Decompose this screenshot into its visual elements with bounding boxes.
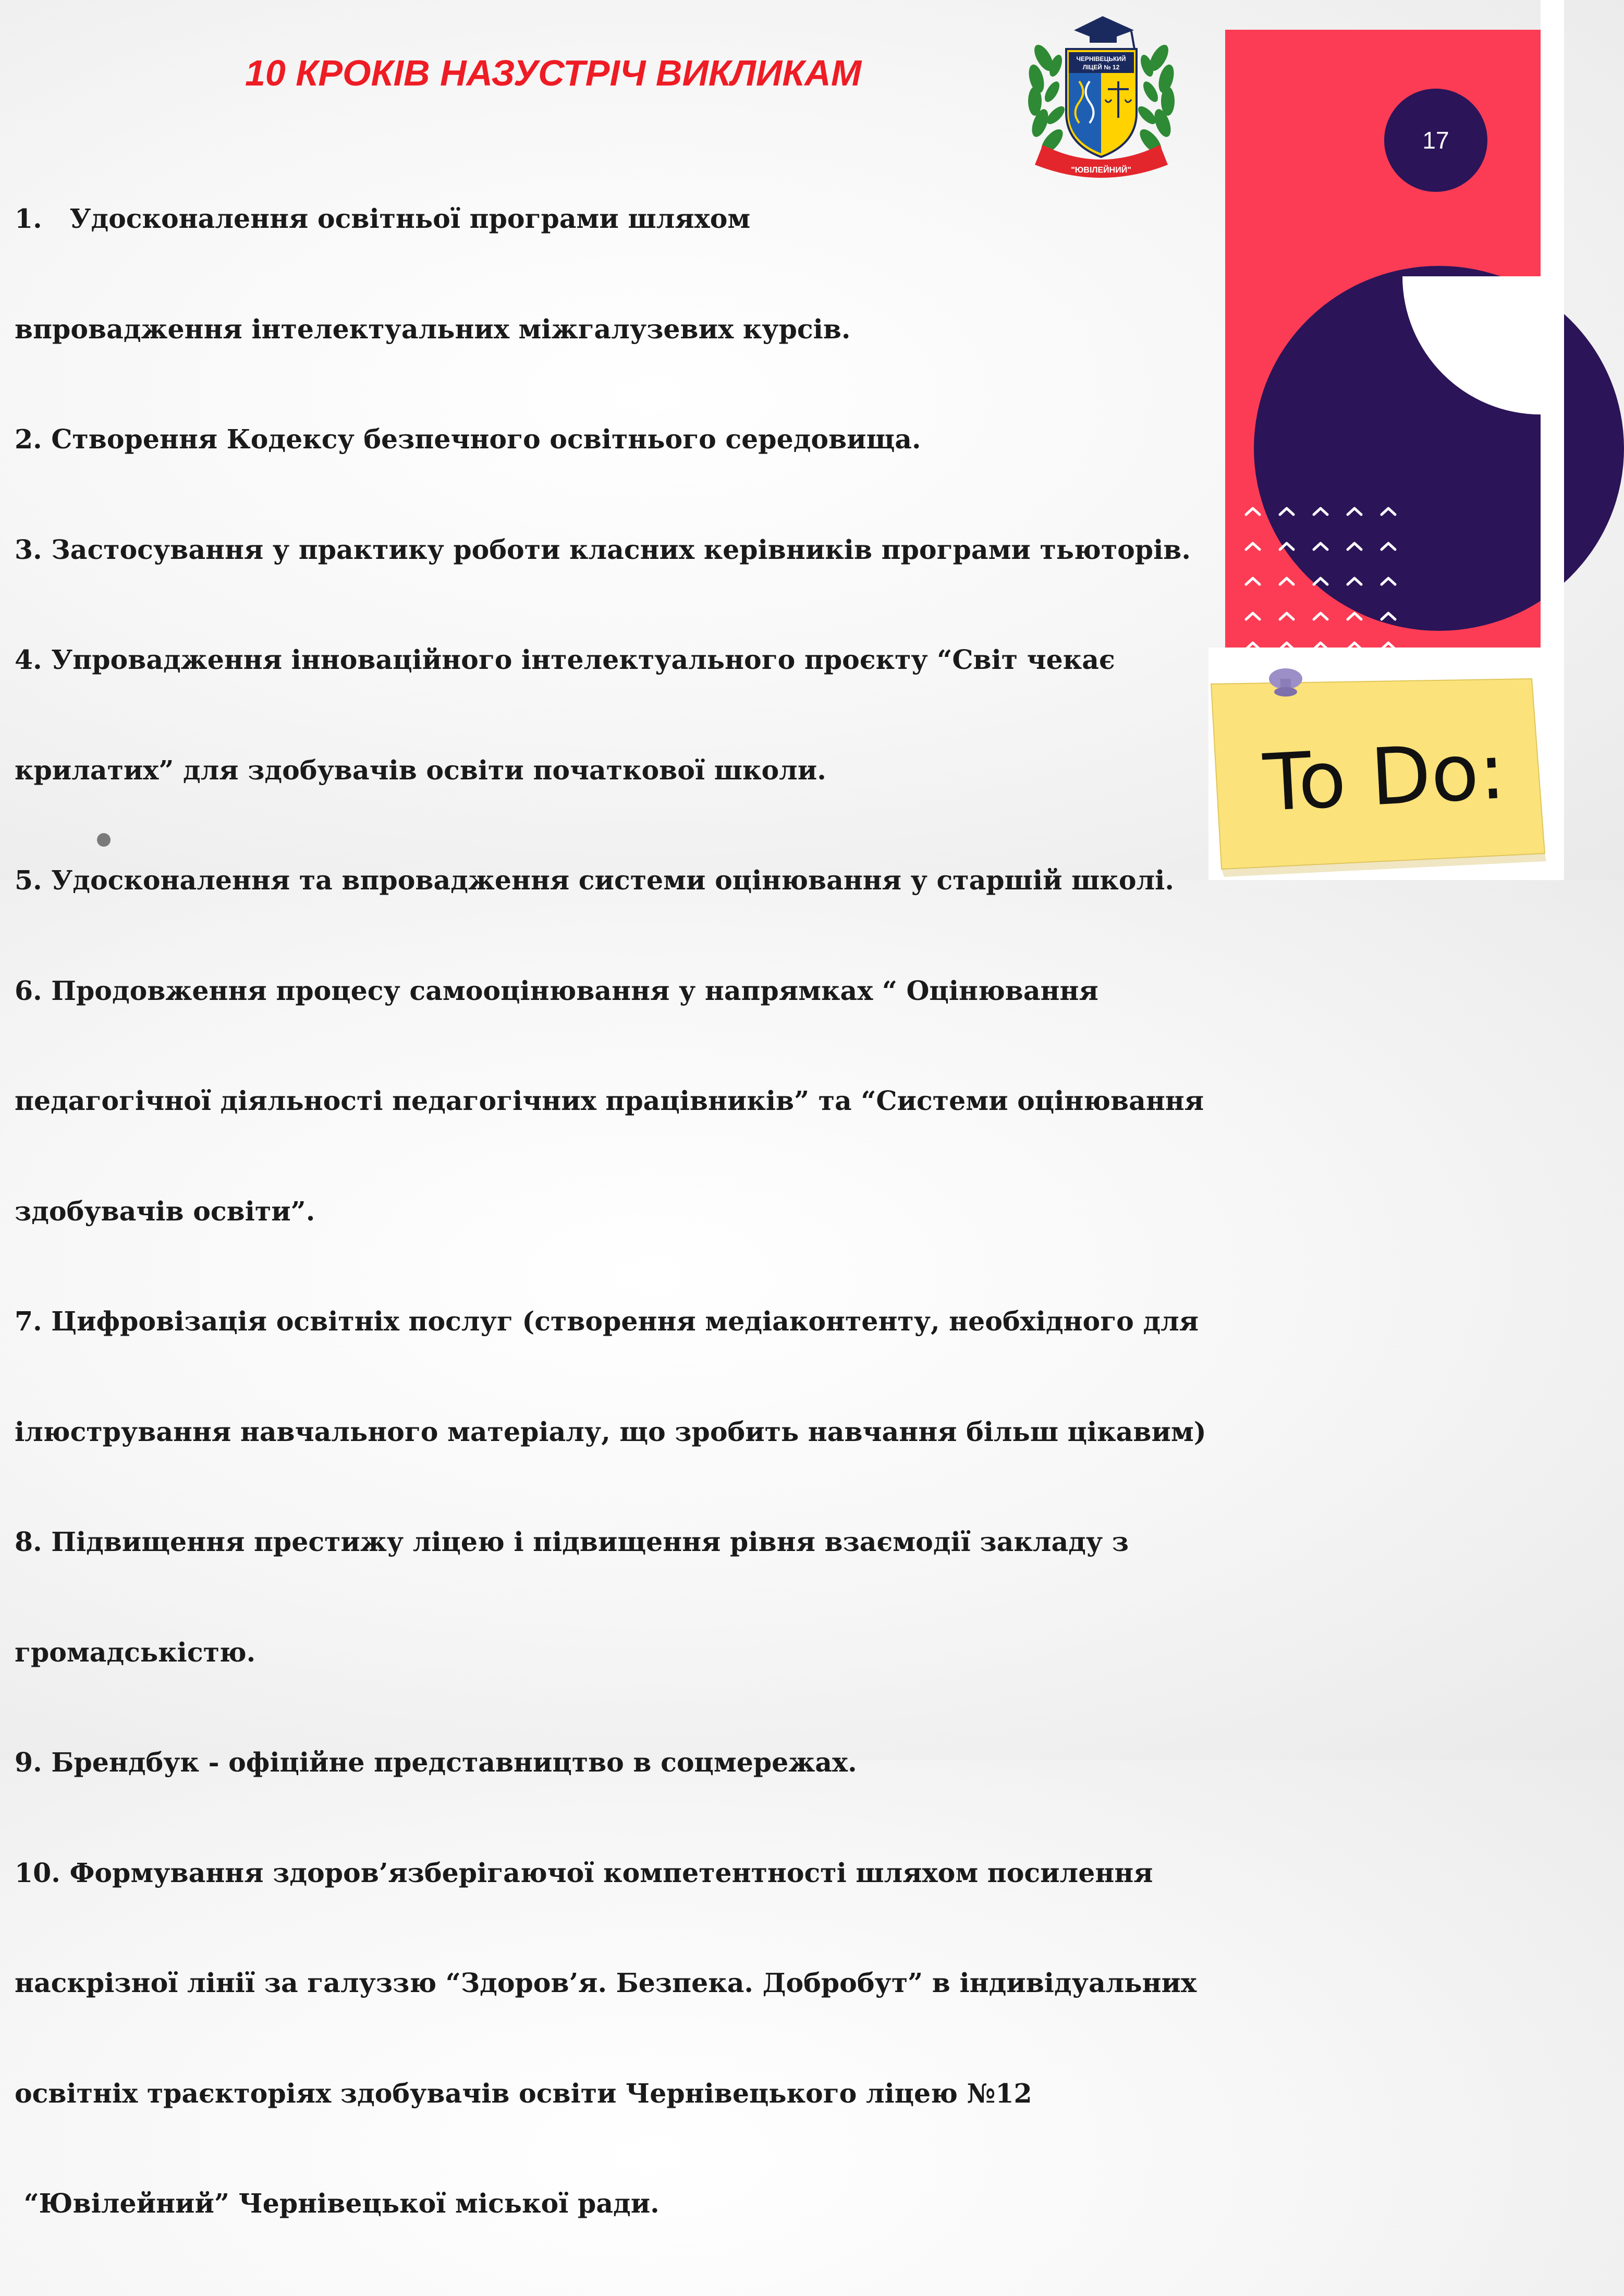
step-line: педагогічної діяльності педагогічних працівників” та “Системи оцінювання <box>15 1085 1204 1116</box>
slide-title: 10 КРОКІВ НАЗУСТРІЧ ВИКЛИКАМ <box>245 53 862 93</box>
emblem-ribbon-text: "ЮВІЛЕЙНИЙ" <box>1071 166 1131 175</box>
step-line: наскрізної лінії за галуззю “Здоров’я. Безпека. Добробут” в індивідуальних <box>15 1968 1197 1998</box>
step-line: 10. Формування здоров’язберігаючої компетентності шляхом посилення <box>15 1857 1153 1888</box>
page-number: 17 <box>1384 89 1487 192</box>
step-line: 1. Удосконалення освітньої програми шляхом <box>15 203 751 234</box>
step-line: 3. Застосування у практику роботи класних керівників програми тьюторів. <box>15 534 1191 565</box>
step-line: освітніх траєкторіях здобувачів освіти Чернівецького ліцею №12 <box>15 2078 1032 2109</box>
step-line: 8. Підвищення престижу ліцею і підвищення рівня взаємодії закладу з <box>15 1526 1129 1557</box>
step-line: впровадження інтелектуальних міжгалузевих курсів. <box>15 313 851 345</box>
sticky-note-text: To Do: <box>1261 726 1508 829</box>
step-line: громадськістю. <box>15 1636 256 1668</box>
emblem-text-line1: ЧЕРНІВЕЦЬКИЙ <box>1076 55 1126 63</box>
step-line: ілюстрування навчального матеріалу, що зробить навчання більш цікавим) <box>15 1416 1206 1447</box>
step-line: здобувачів освіти”. <box>15 1195 315 1227</box>
step-line: 7. Цифровізація освітніх послуг (створення медіаконтенту, необхідного для <box>15 1306 1199 1337</box>
step-line: 9. Брендбук - офіційне представництво в соцмережах. <box>15 1747 857 1778</box>
chevron-pattern-icon <box>1238 498 1405 654</box>
step-line: крилатих” для здобувачів освіти початкової школи. <box>15 754 826 786</box>
steps-list <box>15 127 1214 2296</box>
step-line: “Ювілейний” Чернівецької міської ради. <box>15 2188 660 2219</box>
step-line: 5. Удосконалення та впровадження системи оцінювання у старшій школі. <box>15 865 1174 896</box>
sticky-note-icon <box>1208 648 1564 880</box>
emblem-text-line2: ЛІЦЕЙ № 12 <box>1082 64 1120 71</box>
step-line: 4. Упровадження інноваційного інтелектуального проєкту “Світ чекає <box>15 644 1115 675</box>
step-line: 2. Створення Кодексу безпечного освітнього середовища. <box>15 424 921 455</box>
school-emblem-icon <box>1011 8 1191 188</box>
decorative-dot <box>97 833 111 847</box>
step-line: 6. Продовження процесу самооцінювання у напрямках “ Оцінювання <box>15 975 1098 1006</box>
